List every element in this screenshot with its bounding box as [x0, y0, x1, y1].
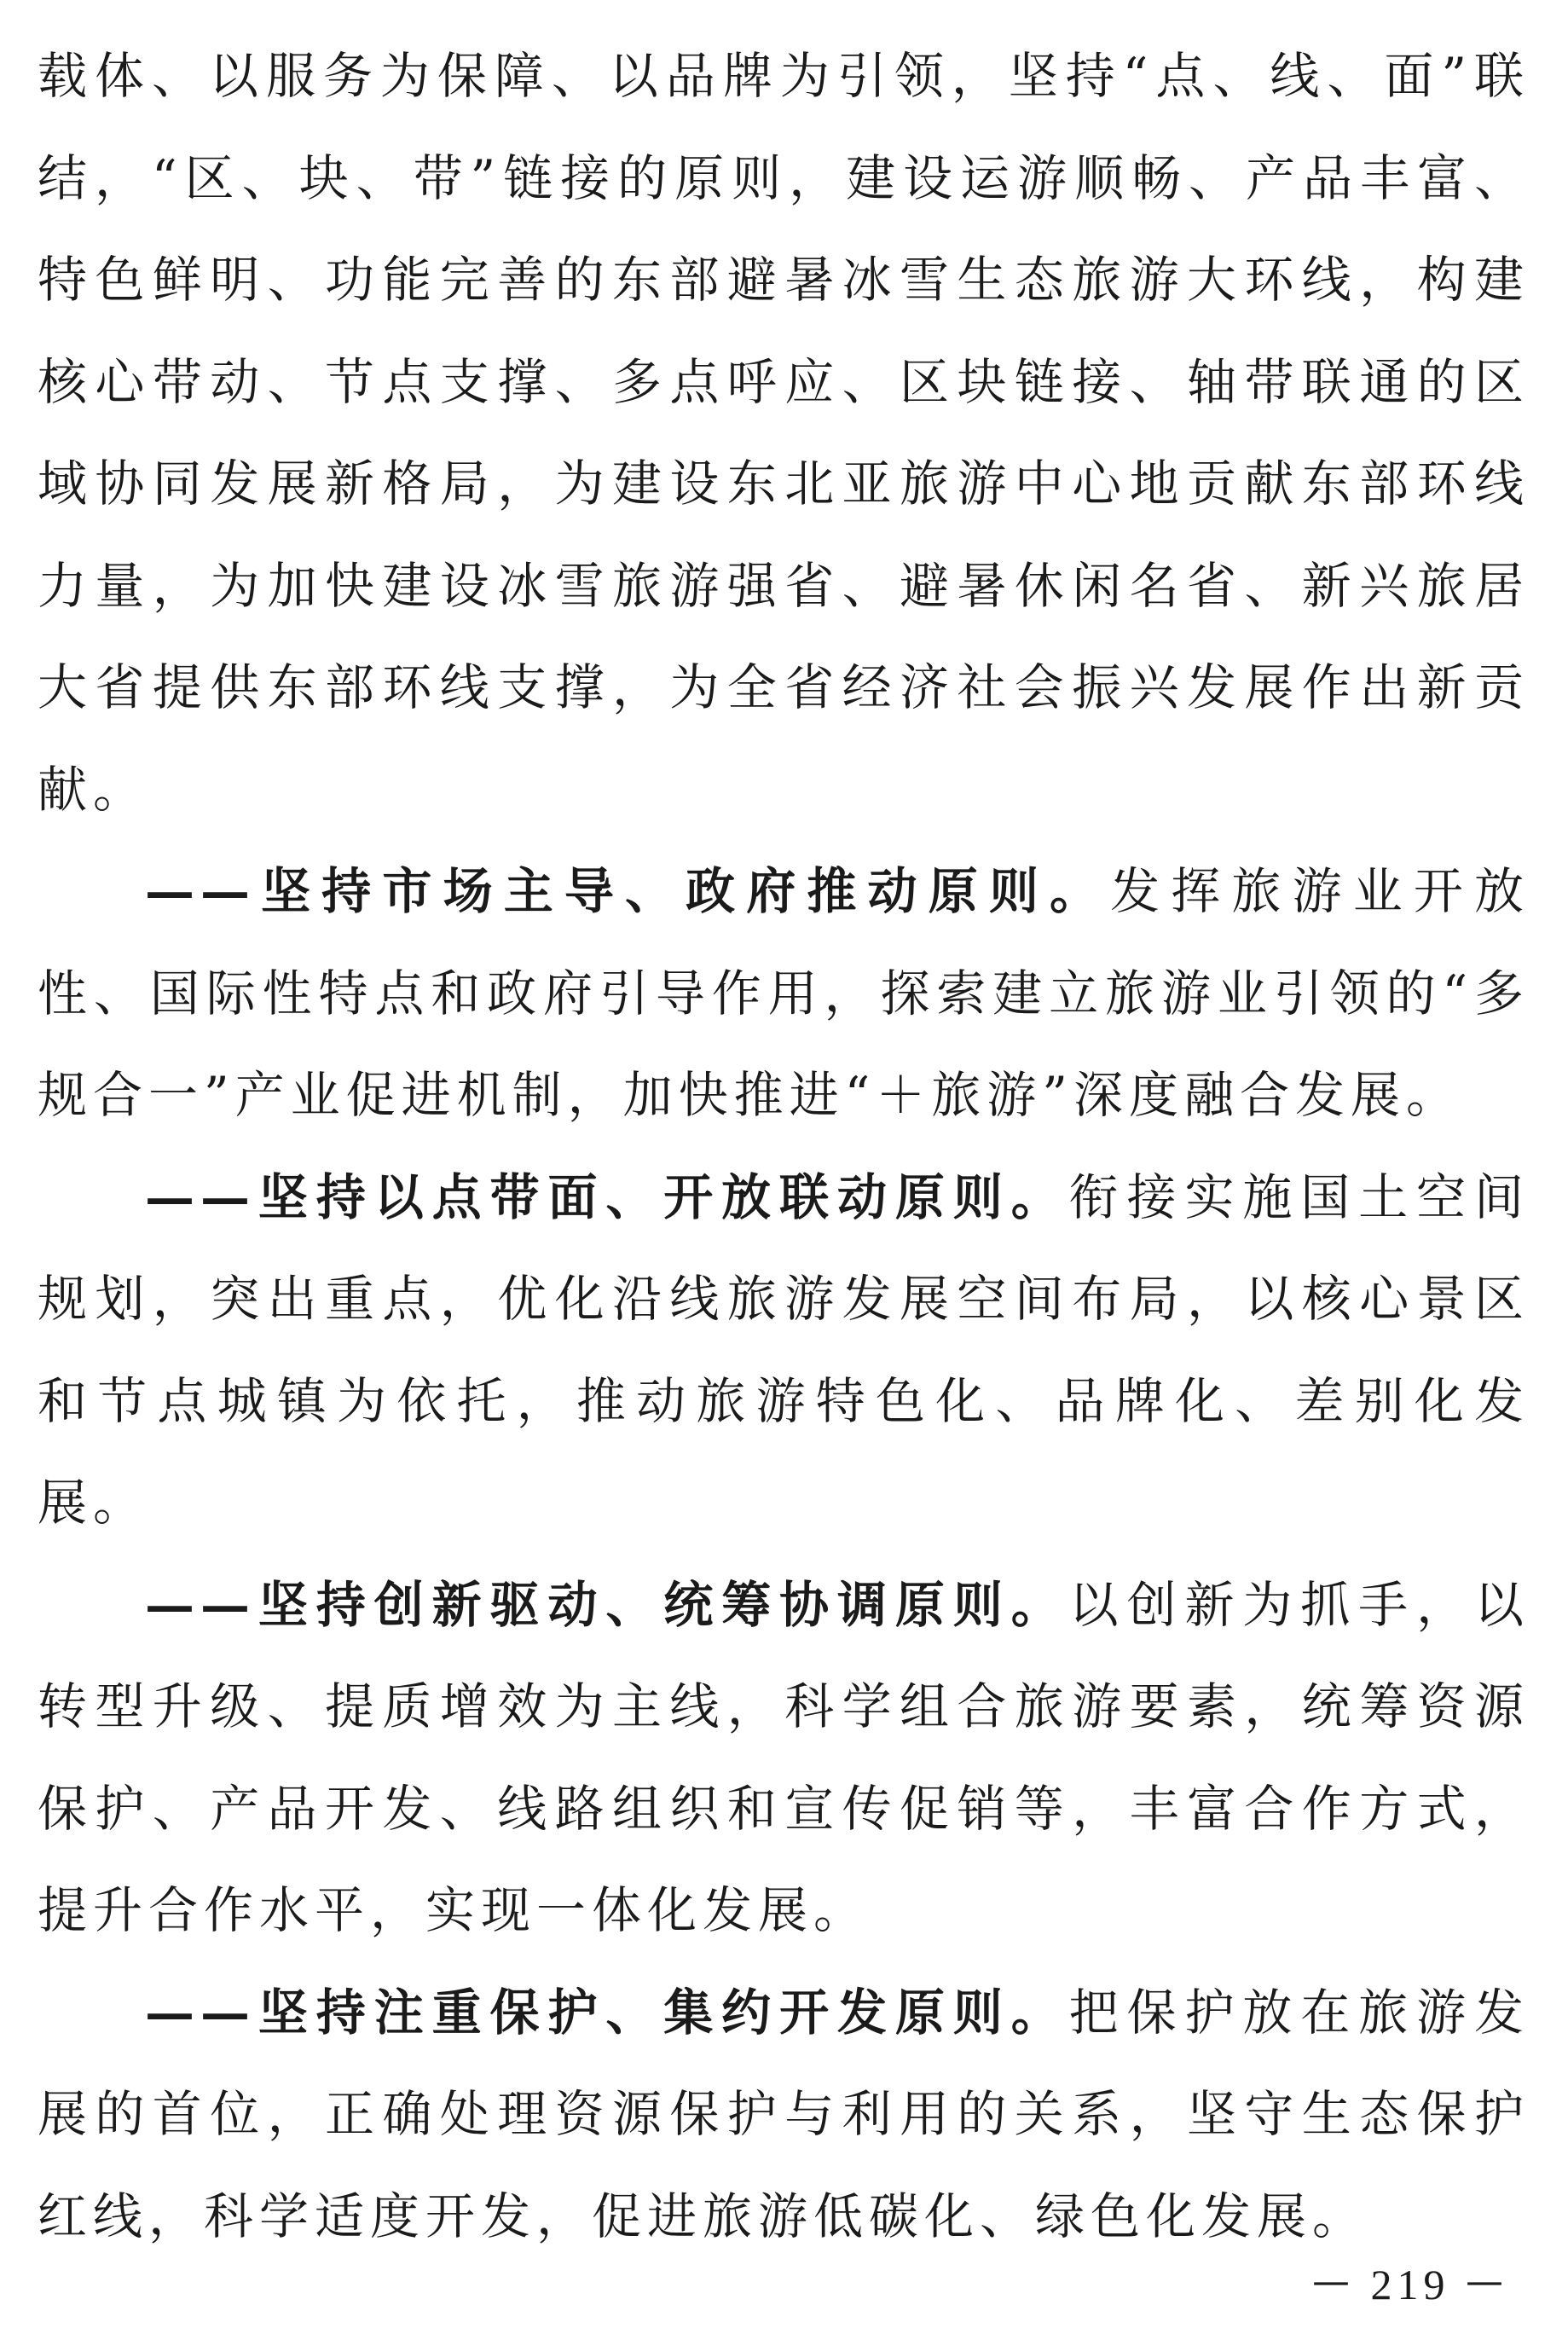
- paragraph-principle-point: [38, 1147, 1530, 1555]
- paragraph-intro-continuation: [38, 26, 1530, 841]
- footer-dash-left: —: [1312, 2260, 1355, 2303]
- paragraph-lead-heading: ——坚持以点带面、开放联动原则。: [145, 1167, 1069, 1226]
- paragraph-principle-innovation: [38, 1555, 1530, 1962]
- paragraph-lead-heading: ——坚持创新驱动、统筹协调原则。: [145, 1575, 1069, 1634]
- page-number: 219: [1370, 2261, 1450, 2308]
- paragraph-text: 载体、以服务为保障、以品牌为引领，坚持“点、线、面”联结，“区、块、带”链接的原则，建设运游顺畅、产品丰富、特色鲜明、功能完善的东部避暑冰雪生态旅游大环线，构建核心带动、节点支撑、多点呼应、区块链接、轴带联通的区域协同发展新格局，为建设东北亚旅游中心地贡献东部环线力量，为加快建设冰雪旅游强省、避暑休闲名省、新兴旅居大省提供东部环线支撑，为全省经济社会振兴发展作出新贡献。: [38, 47, 1530, 819]
- paragraph-text: 把保护放在旅游发展的首位，正确处理资源保护与利用的关系，坚守生态保护红线，科学适度开发，促进旅游低碳化、绿色化发展。: [38, 1983, 1530, 2245]
- paragraph-lead-heading: ——坚持市场主导、政府推动原则。: [145, 862, 1111, 920]
- paragraph-lead-heading: ——坚持注重保护、集约开发原则。: [145, 1983, 1069, 2042]
- paragraph-text: 发挥旅游业开放性、国际性特点和政府引导作用，探索建立旅游业引领的“多规合一”产业促进机制，加快推进“＋旅游”深度融合发展。: [38, 862, 1530, 1124]
- page-footer: [1312, 2260, 1508, 2309]
- text-body: [38, 26, 1530, 2268]
- footer-dash-right: —: [1466, 2260, 1508, 2303]
- paragraph-text: 以创新为抓手，以转型升级、提质增效为主线，科学组合旅游要素，统筹资源保护、产品开发、线路组织和宣传促销等，丰富合作方式，提升合作水平，实现一体化发展。: [38, 1575, 1530, 1939]
- paragraph-principle-market: [38, 841, 1530, 1147]
- paragraph-text: 衔接实施国土空间规划，突出重点，优化沿线旅游发展空间布局，以核心景区和节点城镇为依托，推动旅游特色化、品牌化、差别化发展。: [38, 1167, 1530, 1532]
- paragraph-principle-protection: [38, 1962, 1530, 2268]
